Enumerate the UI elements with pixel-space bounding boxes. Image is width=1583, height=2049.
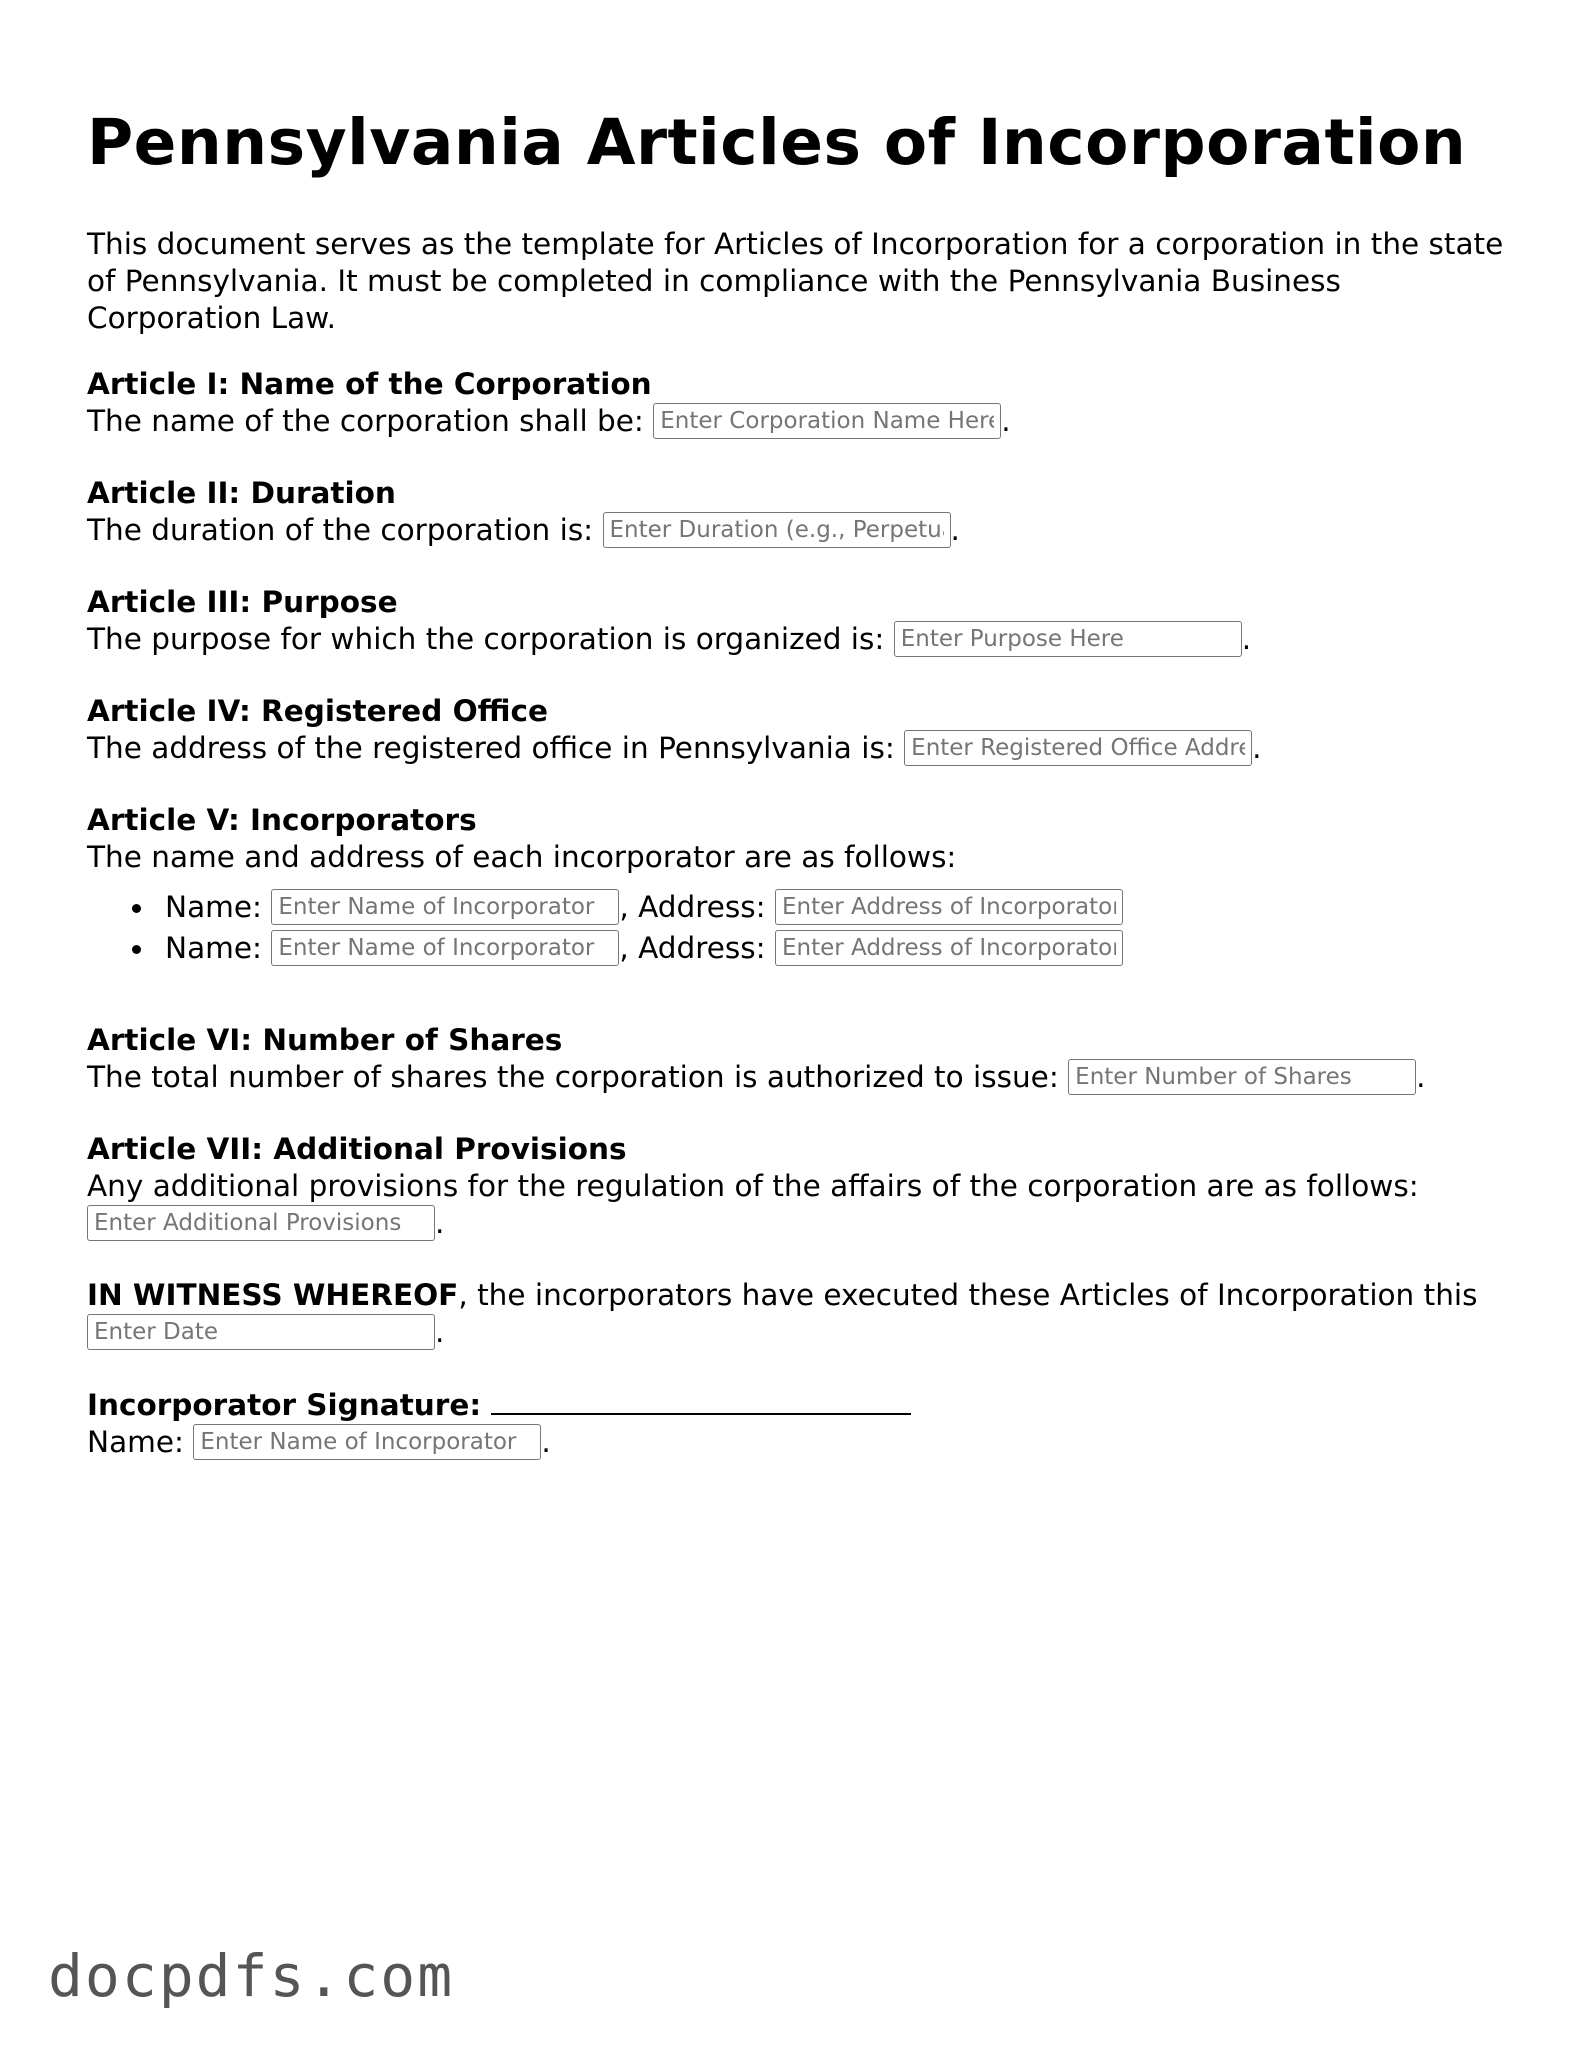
article-7-text: Any additional provisions for the regulation of the affairs of the corporation are as follows:: [87, 1169, 1419, 1203]
article-4-text: The address of the registered office in Pennsylvania is:: [87, 731, 895, 765]
period: .: [1252, 731, 1262, 765]
duration-input[interactable]: [603, 512, 951, 548]
article-3-text: The purpose for which the corporation is organized is:: [87, 622, 885, 656]
number-of-shares-input[interactable]: [1068, 1059, 1416, 1095]
incorporator-1-address-input[interactable]: [775, 889, 1123, 925]
witness-text: , the incorporators have executed these Articles of Incorporation this: [458, 1278, 1478, 1312]
corporation-name-input[interactable]: [653, 403, 1001, 439]
signature-name-label: Name:: [87, 1425, 184, 1459]
incorporator-1-name-input[interactable]: [271, 889, 619, 925]
witness-line: [87, 1277, 1507, 1352]
incorporator-2-name-input[interactable]: [271, 930, 619, 966]
article-2-section: [87, 475, 1507, 550]
article-5-section: [87, 802, 1507, 969]
address-label: , Address:: [619, 890, 766, 924]
list-item: [87, 928, 1507, 969]
article-5-text: The name and address of each incorporator are as follows:: [87, 840, 957, 874]
signature-line: [87, 1386, 1507, 1424]
article-6-line: [87, 1059, 1507, 1097]
period: .: [1001, 404, 1011, 438]
watermark-logo: docpdfs.com: [48, 1942, 455, 2010]
period: .: [1241, 622, 1252, 656]
period: .: [950, 513, 960, 547]
article-5-heading: Article V: Incorporators: [87, 803, 477, 837]
witness-bold-text: IN WITNESS WHEREOF: [87, 1278, 459, 1312]
article-3-line: [87, 621, 1507, 659]
incorporators-list: [87, 887, 1507, 969]
article-2-heading: Article II: Duration: [87, 476, 396, 510]
article-1-line: [87, 403, 1507, 441]
article-6-heading: Article VI: Number of Shares: [87, 1023, 563, 1057]
additional-provisions-input[interactable]: [87, 1205, 435, 1241]
article-6-text: The total number of shares the corporation is authorized to issue:: [87, 1060, 1059, 1094]
purpose-input[interactable]: [894, 621, 1242, 657]
date-input[interactable]: [87, 1314, 435, 1350]
article-3-heading: Article III: Purpose: [87, 585, 398, 619]
name-label: Name:: [165, 890, 262, 924]
article-1-section: [87, 366, 1507, 441]
signature-blank[interactable]: [491, 1386, 911, 1415]
period: .: [435, 1206, 445, 1240]
period: .: [435, 1315, 445, 1349]
article-7-line: [87, 1205, 1507, 1243]
incorporator-2-address-input[interactable]: [775, 930, 1123, 966]
list-item: [87, 887, 1507, 928]
article-4-heading: Article IV: Registered Office: [87, 694, 549, 728]
article-4-line: [87, 730, 1507, 768]
article-2-text: The duration of the corporation is:: [87, 513, 594, 547]
registered-office-input[interactable]: [904, 730, 1252, 766]
article-2-line: [87, 512, 1507, 550]
signature-section: [87, 1386, 1507, 1462]
article-4-section: [87, 693, 1507, 768]
article-6-section: [87, 1022, 1507, 1097]
address-label: , Address:: [619, 931, 766, 965]
signature-name-input[interactable]: [193, 1424, 541, 1460]
period: .: [1416, 1060, 1426, 1094]
signature-label: Incorporator Signature:: [87, 1388, 482, 1422]
article-1-text: The name of the corporation shall be:: [87, 404, 644, 438]
page-title: Pennsylvania Articles of Incorporation: [87, 106, 1467, 179]
name-label: Name:: [165, 931, 262, 965]
article-1-heading: Article I: Name of the Corporation: [87, 367, 652, 401]
article-3-section: [87, 584, 1507, 659]
witness-section: [87, 1277, 1507, 1352]
period: .: [541, 1425, 551, 1459]
article-7-heading: Article VII: Additional Provisions: [87, 1132, 627, 1166]
intro-paragraph: This document serves as the template for Articles of Incorporation for a corporation in the state of Pennsylvania. It must be completed in compliance with the Pennsylvania Business Corporation Law.: [87, 227, 1504, 335]
article-7-section: [87, 1131, 1507, 1243]
signature-name-line: [87, 1424, 1507, 1462]
